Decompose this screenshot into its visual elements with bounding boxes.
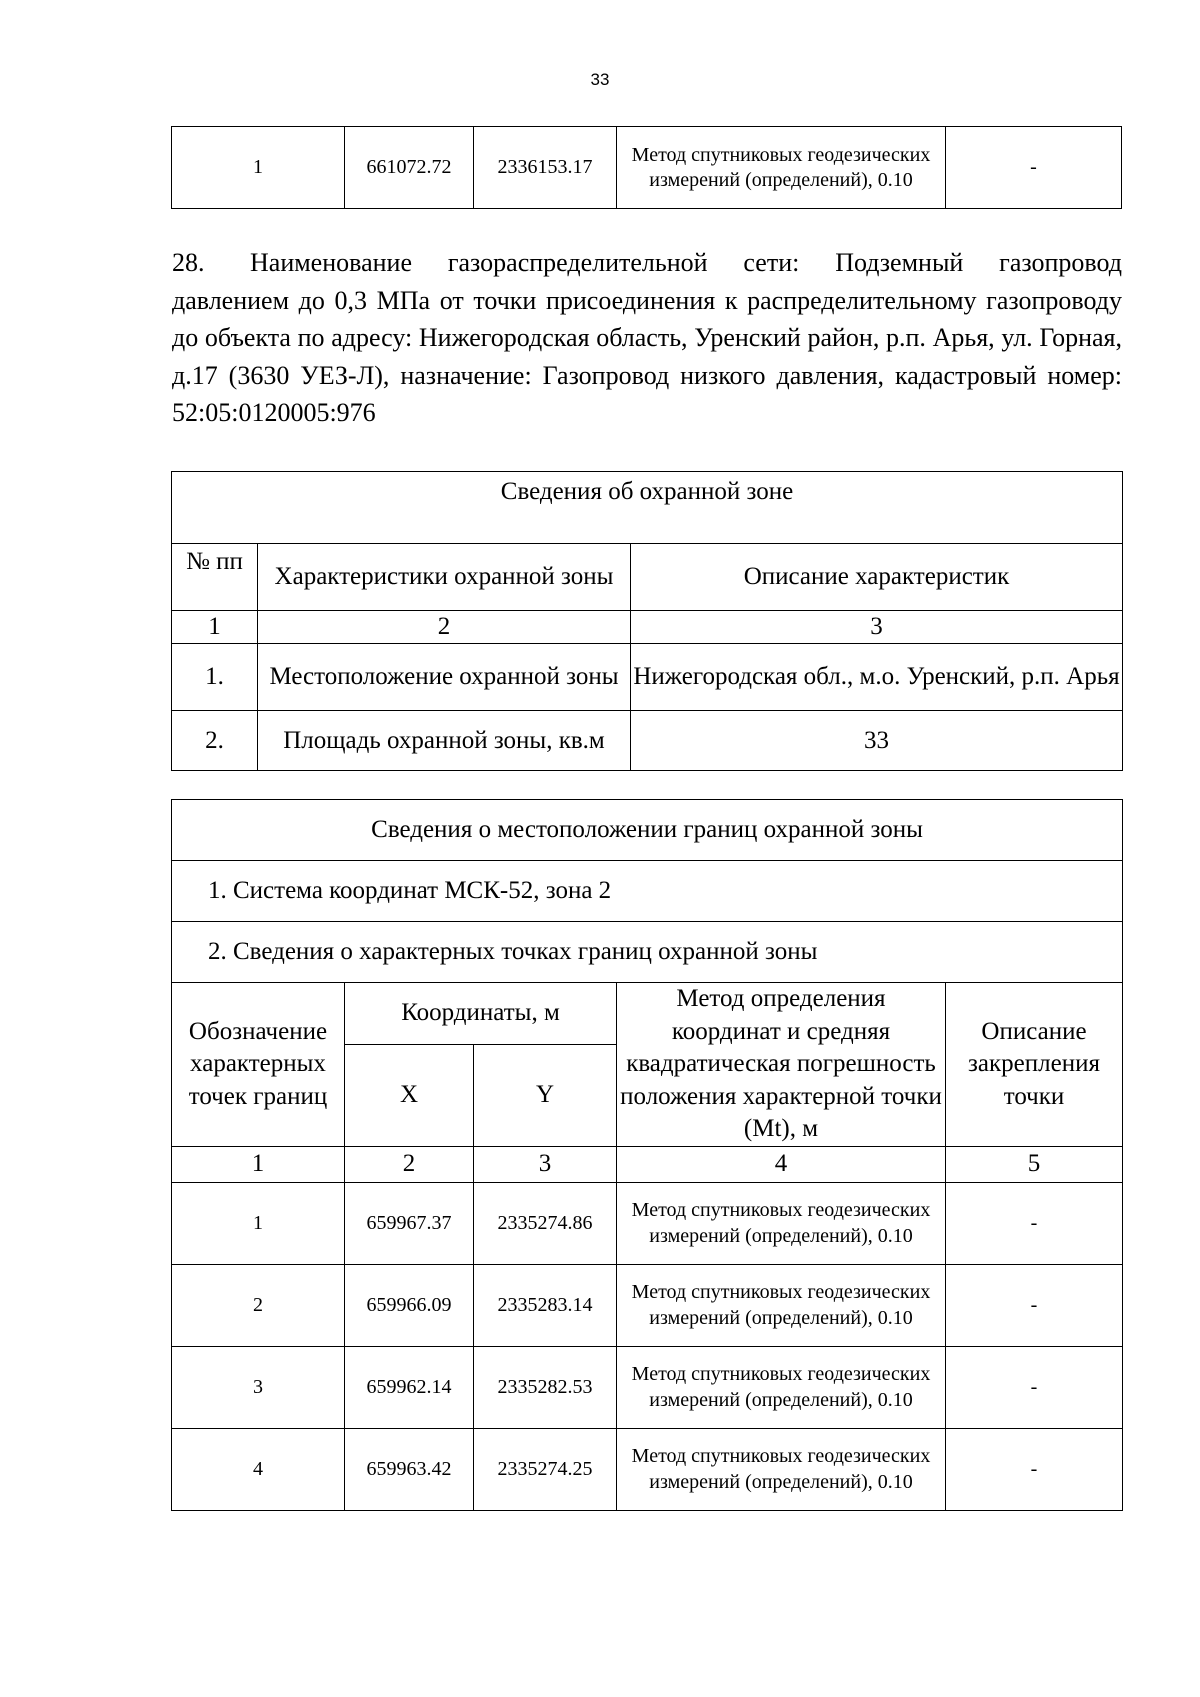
header-characteristic: Характеристики охранной зоны <box>258 544 631 611</box>
continued-points-table <box>171 126 1122 209</box>
fixation-cell: - <box>946 1182 1123 1264</box>
table-row <box>172 644 1123 711</box>
x-cell: 659967.37 <box>345 1182 474 1264</box>
y-cell: 2335274.86 <box>474 1182 617 1264</box>
row-characteristic: Местоположение охранной зоны <box>258 644 631 711</box>
y-cell: 2335282.53 <box>474 1346 617 1428</box>
fixation-cell: - <box>946 127 1122 209</box>
row-num: 1. <box>172 644 258 711</box>
index-cell: 4 <box>617 1146 946 1182</box>
table-header-row <box>172 983 1123 1045</box>
fixation-cell: - <box>946 1428 1123 1510</box>
method-cell: Метод спутниковых геодезических измерений (определений), 0.10 <box>617 127 946 209</box>
table-row <box>172 1346 1123 1428</box>
section-paragraph <box>172 244 1122 432</box>
header-x: X <box>345 1044 474 1146</box>
table-row <box>172 1264 1123 1346</box>
index-cell: 3 <box>474 1146 617 1182</box>
index-cell: 2 <box>345 1146 474 1182</box>
index-cell: 5 <box>946 1146 1123 1182</box>
table-index-row <box>172 611 1123 644</box>
table-row <box>172 127 1122 209</box>
table-row <box>172 1182 1123 1264</box>
table-header-row <box>172 544 1123 611</box>
y-cell: 2336153.17 <box>474 127 617 209</box>
x-cell: 659966.09 <box>345 1264 474 1346</box>
row-description: Нижегородская обл., м.о. Уренский, р.п. Арья <box>631 644 1123 711</box>
method-cell: Метод спутниковых геодезических измерений (определений), 0.10 <box>617 1182 946 1264</box>
header-num: № пп <box>172 544 258 611</box>
point-cell: 2 <box>172 1264 345 1346</box>
header-coordinates: Координаты, м <box>345 983 617 1045</box>
coord-system: 1. Система координат МСК-52, зона 2 <box>172 861 1123 922</box>
row-description: 33 <box>631 711 1123 771</box>
points-title-row <box>172 922 1123 983</box>
table-title-row <box>172 800 1123 861</box>
zone-info-table <box>171 471 1123 771</box>
point-cell: 3 <box>172 1346 345 1428</box>
row-characteristic: Площадь охранной зоны, кв.м <box>258 711 631 771</box>
page-number: 33 <box>590 70 610 89</box>
method-cell: Метод спутниковых геодезических измерений (определений), 0.10 <box>617 1428 946 1510</box>
zone-info-title: Сведения об охранной зоне <box>172 472 1123 544</box>
index-cell: 3 <box>631 611 1123 644</box>
table-title-row <box>172 472 1123 544</box>
index-cell: 1 <box>172 1146 345 1182</box>
header-description: Описание характеристик <box>631 544 1123 611</box>
x-cell: 659962.14 <box>345 1346 474 1428</box>
boundaries-table <box>171 799 1123 1511</box>
boundaries-title: Сведения о местоположении границ охранной зоны <box>172 800 1123 861</box>
points-title: 2. Сведения о характерных точках границ охранной зоны <box>172 922 1123 983</box>
header-y: Y <box>474 1044 617 1146</box>
coord-system-row <box>172 861 1123 922</box>
paragraph-number: 28. <box>172 248 205 277</box>
header-fixation: Описание закрепления точки <box>946 983 1123 1147</box>
fixation-cell: - <box>946 1264 1123 1346</box>
point-cell: 1 <box>172 127 345 209</box>
row-num: 2. <box>172 711 258 771</box>
table-row <box>172 1428 1123 1510</box>
paragraph-text: Наименование газораспределительной сети: Подземный газопровод давлением до 0,3 МПа от точки присоединения к распределительному газопроводу до объекта по адресу: Нижегородская область, Уренский район, р.п. Арья, ул. Горная, д.17 (3630 УЕЗ-Л), назначение: Газопровод низкого давления, кадастровый номер: 52:05:0120005:976 <box>172 248 1122 427</box>
x-cell: 661072.72 <box>345 127 474 209</box>
point-cell: 1 <box>172 1182 345 1264</box>
table-row <box>172 711 1123 771</box>
method-cell: Метод спутниковых геодезических измерений (определений), 0.10 <box>617 1346 946 1428</box>
header-method: Метод определения координат и средняя квадратическая погрешность положения характерной точки (Mt), м <box>617 983 946 1147</box>
header-designation: Обозначение характерных точек границ <box>172 983 345 1147</box>
x-cell: 659963.42 <box>345 1428 474 1510</box>
y-cell: 2335274.25 <box>474 1428 617 1510</box>
index-cell: 2 <box>258 611 631 644</box>
point-cell: 4 <box>172 1428 345 1510</box>
method-cell: Метод спутниковых геодезических измерений (определений), 0.10 <box>617 1264 946 1346</box>
y-cell: 2335283.14 <box>474 1264 617 1346</box>
fixation-cell: - <box>946 1346 1123 1428</box>
table-index-row <box>172 1146 1123 1182</box>
index-cell: 1 <box>172 611 258 644</box>
